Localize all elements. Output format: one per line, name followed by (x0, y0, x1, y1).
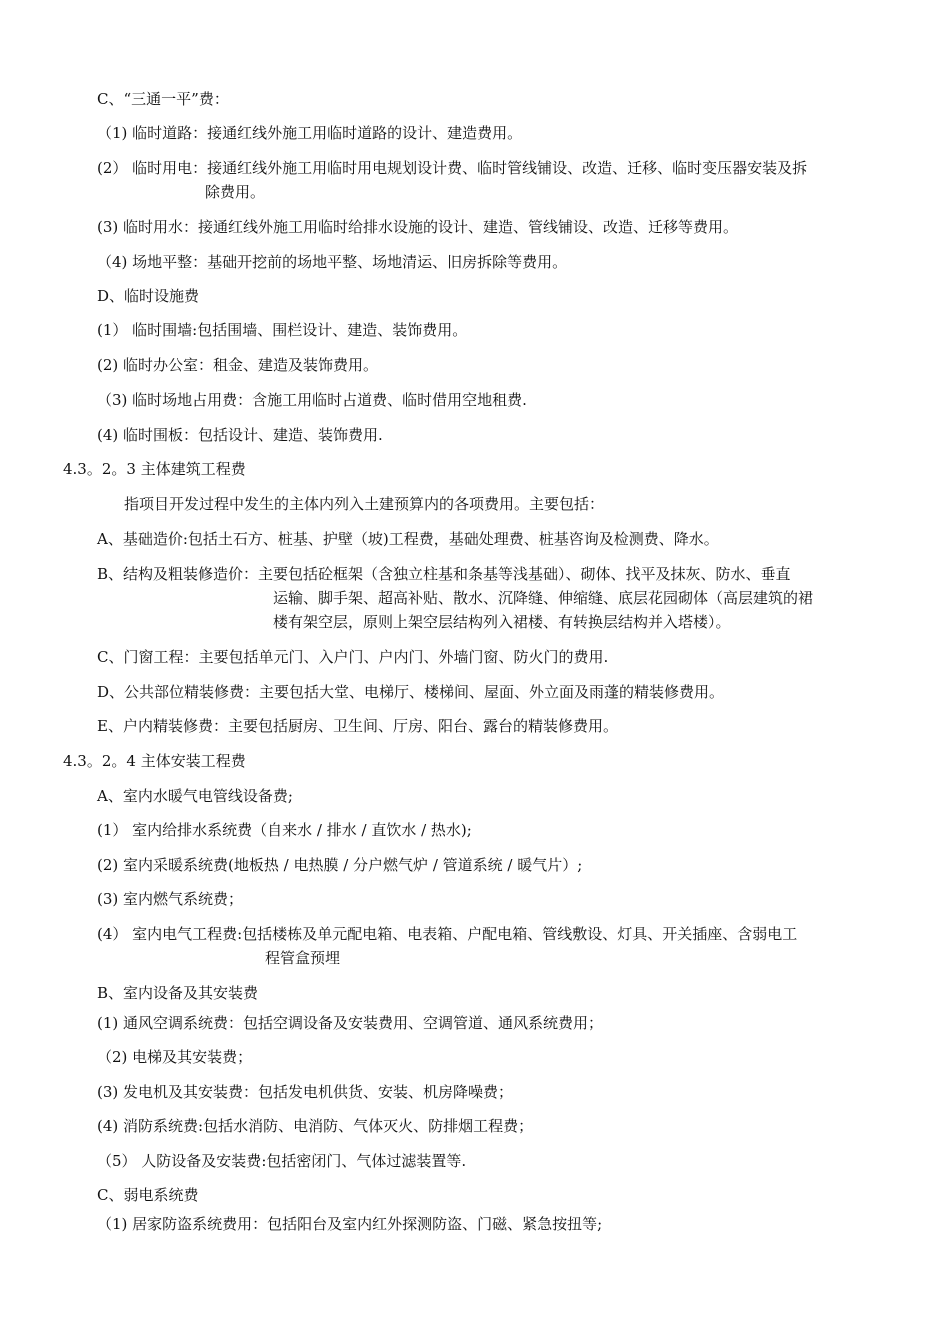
list-item: D、公共部位精装修费：主要包括大堂、电梯厅、楼梯间、屋面、外立面及雨蓬的精装修费用。 (97, 683, 725, 701)
section-c-heading: C、弱电系统费 (97, 1186, 199, 1204)
list-item: (3) 发电机及其安装费：包括发电机供货、安装、机房降噪费； (97, 1083, 514, 1101)
list-item: （3) 临时场地占用费：含施工用临时占道费、临时借用空地租费. (97, 391, 527, 409)
section-c-heading: C、“三通一平”费： (97, 90, 229, 108)
list-item: (1） 临时围墙:包括围墙、围栏设计、建造、装饰费用。 (97, 321, 468, 339)
list-item-continuation: 运输、脚手架、超高补贴、散水、沉降缝、伸缩缝、底层花园砌体（高层建筑的裙 (273, 589, 814, 607)
paragraph: 指项目开发过程中发生的主体内列入土建预算内的各项费用。主要包括： (124, 495, 605, 513)
list-item: (2) 室内采暖系统费(地板热 / 电热膜 / 分户燃气炉 / 管道系统 / 暖气片）; (97, 856, 583, 874)
list-item: (2) 临时办公室：租金、建造及装饰费用。 (97, 356, 379, 374)
list-item: B、结构及粗装修造价：主要包括砼框架（含独立柱基和条基等浅基础）、砌体、找平及抹灰、防水、垂直 (97, 565, 791, 583)
section-b-heading: B、室内设备及其安装费 (97, 984, 259, 1002)
list-item: （1) 居家防盗系统费用：包括阳台及室内红外探测防盗、门磁、紧急按扭等; (97, 1215, 603, 1233)
list-item: A、室内水暖气电管线设备费; (97, 787, 293, 805)
list-item: (1） 室内给排水系统费（自来水 / 排水 / 直饮水 / 热水); (97, 821, 472, 839)
list-item: E、户内精装修费：主要包括厨房、卫生间、厅房、阳台、露台的精装修费用。 (97, 717, 618, 735)
section-d-heading: D、临时设施费 (97, 287, 200, 305)
list-item: (2） 临时用电：接通红线外施工用临时用电规划设计费、临时管线铺设、改造、迁移、临时变压器安装及拆 (97, 159, 808, 177)
list-item: （1) 临时道路：接通红线外施工用临时道路的设计、建造费用。 (97, 124, 523, 142)
list-item: (3) 室内燃气系统费； (97, 890, 244, 908)
list-item: （4) 场地平整：基础开挖前的场地平整、场地清运、旧房拆除等费用。 (97, 253, 568, 271)
list-item: （5） 人防设备及安装费:包括密闭门、气体过滤装置等. (97, 1152, 467, 1170)
list-item: (4） 室内电气工程费:包括楼栋及单元配电箱、电表箱、户配电箱、管线敷设、灯具、开关插座、含弱电工 (97, 925, 798, 943)
list-item: (4) 消防系统费:包括水消防、电消防、气体灭火、防排烟工程费； (97, 1117, 534, 1135)
list-item-continuation: 程管盒预埋 (265, 949, 341, 967)
list-item: (3) 临时用水：接通红线外施工用临时给排水设施的设计、建造、管线铺设、改造、迁移等费用。 (97, 218, 739, 236)
list-item: (1) 通风空调系统费：包括空调设备及安装费用、空调管道、通风系统费用； (97, 1014, 604, 1032)
list-item-continuation: 除费用。 (205, 183, 266, 201)
list-item: A、基础造价:包括土石方、桩基、护壁（坡)工程费，基础处理费、桩基咨询及检测费、降水。 (97, 530, 719, 548)
subsection-heading: 4.3。2。4 主体安装工程费 (63, 752, 246, 770)
list-item: （2) 电梯及其安装费； (97, 1048, 253, 1066)
list-item: (4) 临时围板：包括设计、建造、装饰费用. (97, 426, 383, 444)
subsection-heading: 4.3。2。3 主体建筑工程费 (63, 460, 246, 478)
list-item-continuation: 楼有架空层，原则上架空层结构列入裙楼、有转换层结构并入塔楼）。 (273, 613, 731, 631)
list-item: C、门窗工程：主要包括单元门、入户门、户内门、外墙门窗、防火门的费用. (97, 648, 609, 666)
